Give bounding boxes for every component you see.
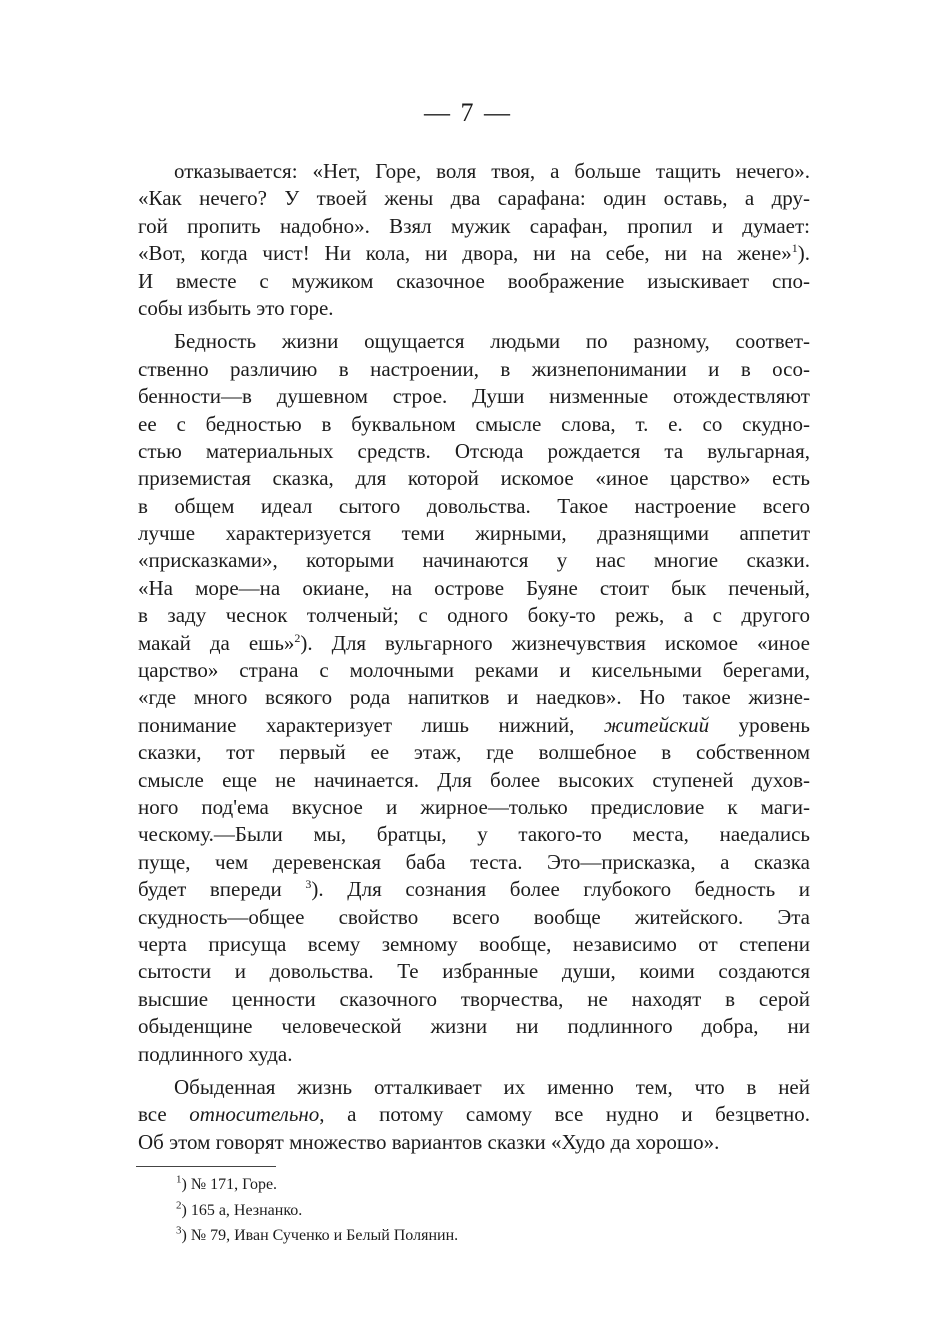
- text-line: [138, 1041, 810, 1068]
- line-text: «где много всякого рода напитков и наедков». Но такое жизне-: [138, 685, 810, 710]
- footnote-mark: 1: [176, 1173, 182, 1186]
- line-text: «Как нечего? У твоей жены два сарафана: один оставь, а дру-: [138, 186, 810, 211]
- text-line: [138, 602, 810, 629]
- footnote-text: ) № 171, Горе.: [181, 1176, 278, 1193]
- footnote-text: ) 165 а, Незнанко.: [181, 1201, 303, 1219]
- text-line: [138, 876, 810, 903]
- line-text: понимание характеризует лишь нижний,: [138, 712, 604, 737]
- line-text: макай да ешь»: [138, 630, 295, 655]
- text-line: [138, 383, 810, 410]
- footnote-mark: 2: [176, 1199, 182, 1212]
- line-text: в общем идеал сытого довольства. Такое настроение всего: [138, 493, 810, 518]
- text-line: [138, 821, 810, 848]
- text-line: [138, 438, 810, 465]
- text-line: [138, 849, 810, 876]
- line-text: пуще, чем деревенская баба теста. Это—присказка, а сказка: [138, 849, 810, 874]
- footnote-reference: 2: [294, 630, 301, 645]
- text-line: [138, 931, 810, 958]
- text-line: [138, 158, 810, 185]
- line-text-continued: ). Для сознания более глубокого бедность и: [311, 877, 811, 902]
- line-text: лучше характеризуется теми жирными, дразнящими аппетит: [138, 521, 810, 546]
- text-line: [138, 328, 810, 355]
- text-line: [138, 767, 810, 794]
- footnote-reference: 3: [305, 877, 312, 892]
- line-text: царство» страна с молочными реками и кисельными берегами,: [138, 658, 810, 683]
- text-line: [138, 958, 810, 985]
- line-text: «На море—на окиане, на острове Буяне стоит бык печеный,: [138, 575, 810, 600]
- text-line: [138, 547, 810, 574]
- line-text: ческому.—Были мы, братцы, у такого-то места, наедались: [138, 822, 810, 847]
- emphasized-text: относительно: [189, 1102, 320, 1127]
- text-line: [138, 904, 810, 931]
- text-line: [138, 213, 810, 240]
- line-text: в заду чеснок толченый; с одного боку-то режь, а с другого: [138, 603, 810, 628]
- line-text: И вместе с мужиком сказочное воображение изыскивает спо-: [138, 268, 810, 293]
- text-line: [138, 684, 810, 711]
- line-text: обыденщине человеческой жизни ни подлинного добра, ни: [138, 1014, 810, 1039]
- text-line: [138, 295, 810, 322]
- line-text: ее с бедностью в буквальном смысле слова, т. е. со скудно-: [138, 411, 810, 436]
- line-text: ственно различию в настроении, в жизнепонимании и в осо-: [138, 356, 810, 381]
- line-text-continued: ). Для вульгарного жизнечувствия искомое «иное: [300, 630, 811, 655]
- line-text: Об этом говорят множество вариантов сказки «Худо да хорошо».: [138, 1129, 720, 1154]
- line-text: ного под'ема вкусное и жирное—только предисловие к маги-: [138, 794, 810, 819]
- text-line: [138, 986, 810, 1013]
- line-text: приземистая сказка, для которой искомое «иное царство» есть: [138, 466, 810, 491]
- footnote-text: ) № 79, Иван Сученко и Белый Полянин.: [181, 1227, 459, 1244]
- text-line: [138, 712, 810, 739]
- footnote-reference: 1: [791, 241, 798, 256]
- text-line: [138, 356, 810, 383]
- footnote-divider: [136, 1166, 276, 1167]
- line-text-continued: уровень: [709, 712, 811, 737]
- line-text: высшие ценности сказочного творчества, не находят в серой: [138, 986, 810, 1011]
- footnote-item: [176, 1198, 458, 1224]
- line-text: отказывается: «Нет, Горе, воля твоя, а больше тащить нечего».: [174, 159, 810, 183]
- line-text: стью материальных средств. Отсюда рождается та вульгарная,: [138, 438, 810, 463]
- line-text: сытости и довольства. Те избранные души, коими создаются: [138, 959, 810, 984]
- line-text: Бедность жизни ощущается людьми по разному, соответ-: [174, 329, 810, 354]
- text-line: [138, 739, 810, 766]
- line-text: все: [138, 1102, 190, 1127]
- body-text: [138, 158, 810, 1156]
- text-line: [138, 465, 810, 492]
- text-line: [138, 794, 810, 821]
- emphasized-text: житейский: [603, 712, 710, 737]
- line-text: черта присуща всему земному вообще, независимо от степени: [138, 931, 810, 956]
- text-line: [138, 520, 810, 547]
- text-line: [138, 657, 810, 684]
- line-text: сказки, тот первый ее этаж, где волшебное в собственном: [138, 740, 810, 765]
- text-line: [138, 630, 810, 657]
- line-text: «присказками», которыми начинаются у нас многие сказки.: [138, 548, 810, 573]
- text-line: [138, 185, 810, 212]
- text-line: [138, 411, 810, 438]
- text-line: [138, 1074, 810, 1101]
- text-line: [138, 1013, 810, 1040]
- text-line: [138, 493, 810, 520]
- line-text: бенности—в душевном строе. Души низменные отождествляют: [138, 384, 810, 409]
- page-number: — 7 —: [424, 98, 512, 127]
- line-text: будет впереди: [138, 877, 306, 902]
- line-text-continued: , а потому самому все нудно и безцветно.: [319, 1102, 810, 1127]
- text-line: [138, 575, 810, 602]
- line-text: подлинного худа.: [138, 1041, 293, 1066]
- text-line: [138, 1101, 810, 1128]
- text-line: [138, 268, 810, 295]
- footnotes: [176, 1172, 458, 1249]
- text-line: [138, 1129, 810, 1156]
- line-text: скудность—общее свойство всего вообще житейского. Эта: [138, 904, 810, 929]
- footnote-item: [176, 1223, 458, 1249]
- footnote-item: [176, 1172, 458, 1198]
- line-text: Обыденная жизнь отталкивает их именно тем, что в ней: [174, 1074, 810, 1099]
- line-text: гой пропить надобно». Взял мужик сарафан, пропил и думает:: [138, 213, 810, 238]
- line-text-continued: ).: [797, 241, 810, 266]
- line-text: «Вот, когда чист! Ни кола, ни двора, ни на себе, ни на жене»: [138, 241, 792, 266]
- text-line: [138, 240, 810, 267]
- line-text: смысле еще не начинается. Для более высоких ступеней духов-: [138, 767, 810, 792]
- line-text: собы избыть это горе.: [138, 295, 334, 320]
- footnote-mark: 3: [176, 1224, 182, 1237]
